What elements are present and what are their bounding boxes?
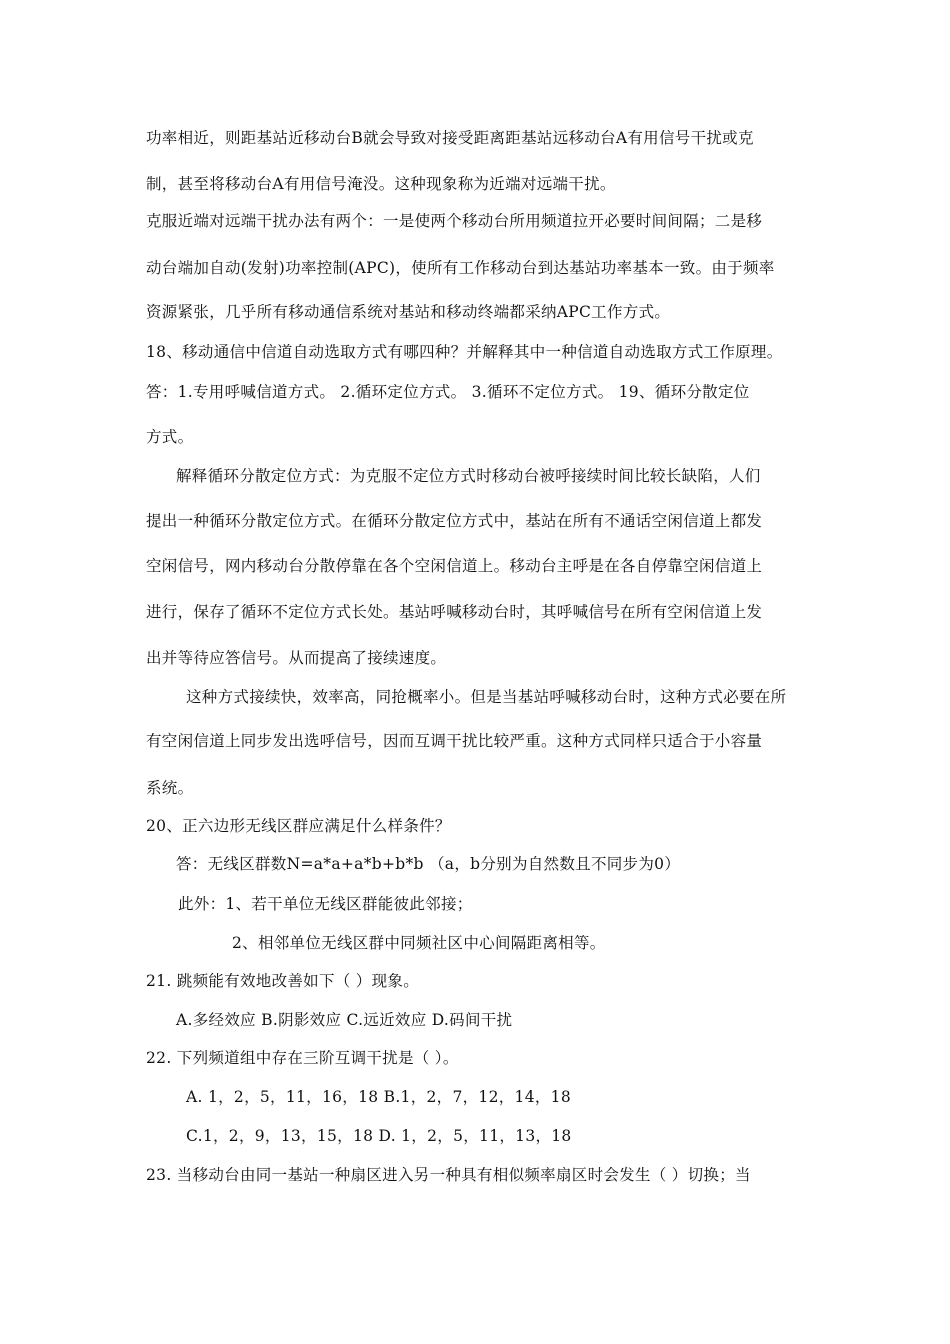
paragraph-line: 克服近端对远端干扰办法有两个：一是使两个移动台所用频道拉开必要时间间隔；二是移 [146,212,763,230]
answer-line: 答：1.专用呼喊信道方式。 2.循环定位方式。 3.循环不定位方式。 19、循环分散定位 [146,383,750,401]
options-line: A. 1，2，5，11，16，18 B.1，2，7，12，14，18 [186,1088,572,1106]
question-line: 23. 当移动台由同一基站一种扇区进入另一种具有相似频率扇区时会发生（ ）切换；当 [146,1166,751,1184]
answer-line: 2、相邻单位无线区群中同频社区中心间隔距离相等。 [232,934,606,952]
paragraph-line: 这种方式接续快，效率高，同抢概率小。但是当基站呼喊移动台时，这种方式必要在所 [186,688,787,706]
paragraph-line: 动台端加自动(发射)功率控制(APC)，使所有工作移动台到达基站功率基本一致。由于频率 [146,259,775,277]
paragraph-line: 解释循环分散定位方式：为克服不定位方式时移动台被呼接续时间比较长缺陷，人们 [176,467,761,485]
paragraph-line: 功率相近，则距基站近移动台B就会导致对接受距离距基站远移动台A有用信号干扰或克 [146,129,754,147]
paragraph-line: 出并等待应答信号。从而提高了接续速度。 [146,649,447,667]
question-line: 18、移动通信中信道自动选取方式有哪四种？并解释其中一种信道自动选取方式工作原理。 [146,343,783,361]
options-line: A.多经效应 B.阴影效应 C.远近效应 D.码间干扰 [176,1011,513,1029]
question-line: 22. 下列频道组中存在三阶互调干扰是（ ）。 [146,1049,459,1067]
paragraph-line: 系统。 [146,779,194,797]
answer-line: 方式。 [146,428,194,446]
paragraph-line: 制，甚至将移动台A有用信号淹没。这种现象称为近端对远端干扰。 [146,175,616,193]
paragraph-line: 空闲信号，网内移动台分散停靠在各个空闲信道上。移动台主呼是在各自停靠空闲信道上 [146,557,763,575]
paragraph-line: 资源紧张，几乎所有移动通信系统对基站和移动终端都采纳APC工作方式。 [146,303,671,321]
paragraph-line: 有空闲信道上同步发出选呼信号，因而互调干扰比较严重。这种方式同样只适合于小容量 [146,732,763,750]
answer-line: 答：无线区群数N=a*a+a*b+b*b （a，b分别为自然数且不同步为0） [176,855,681,873]
question-line: 21. 跳频能有效地改善如下（ ）现象。 [146,972,420,990]
paragraph-line: 进行，保存了循环不定位方式长处。基站呼喊移动台时，其呼喊信号在所有空闲信道上发 [146,603,763,621]
answer-line: 此外：1、若干单位无线区群能彼此邻接； [178,895,473,913]
options-line: C.1，2，9，13，15，18 D. 1，2，5，11，13，18 [186,1127,572,1145]
paragraph-line: 提出一种循环分散定位方式。在循环分散定位方式中，基站在所有不通话空闲信道上都发 [146,512,763,530]
question-line: 20、正六边形无线区群应满足什么样条件？ [146,817,451,835]
